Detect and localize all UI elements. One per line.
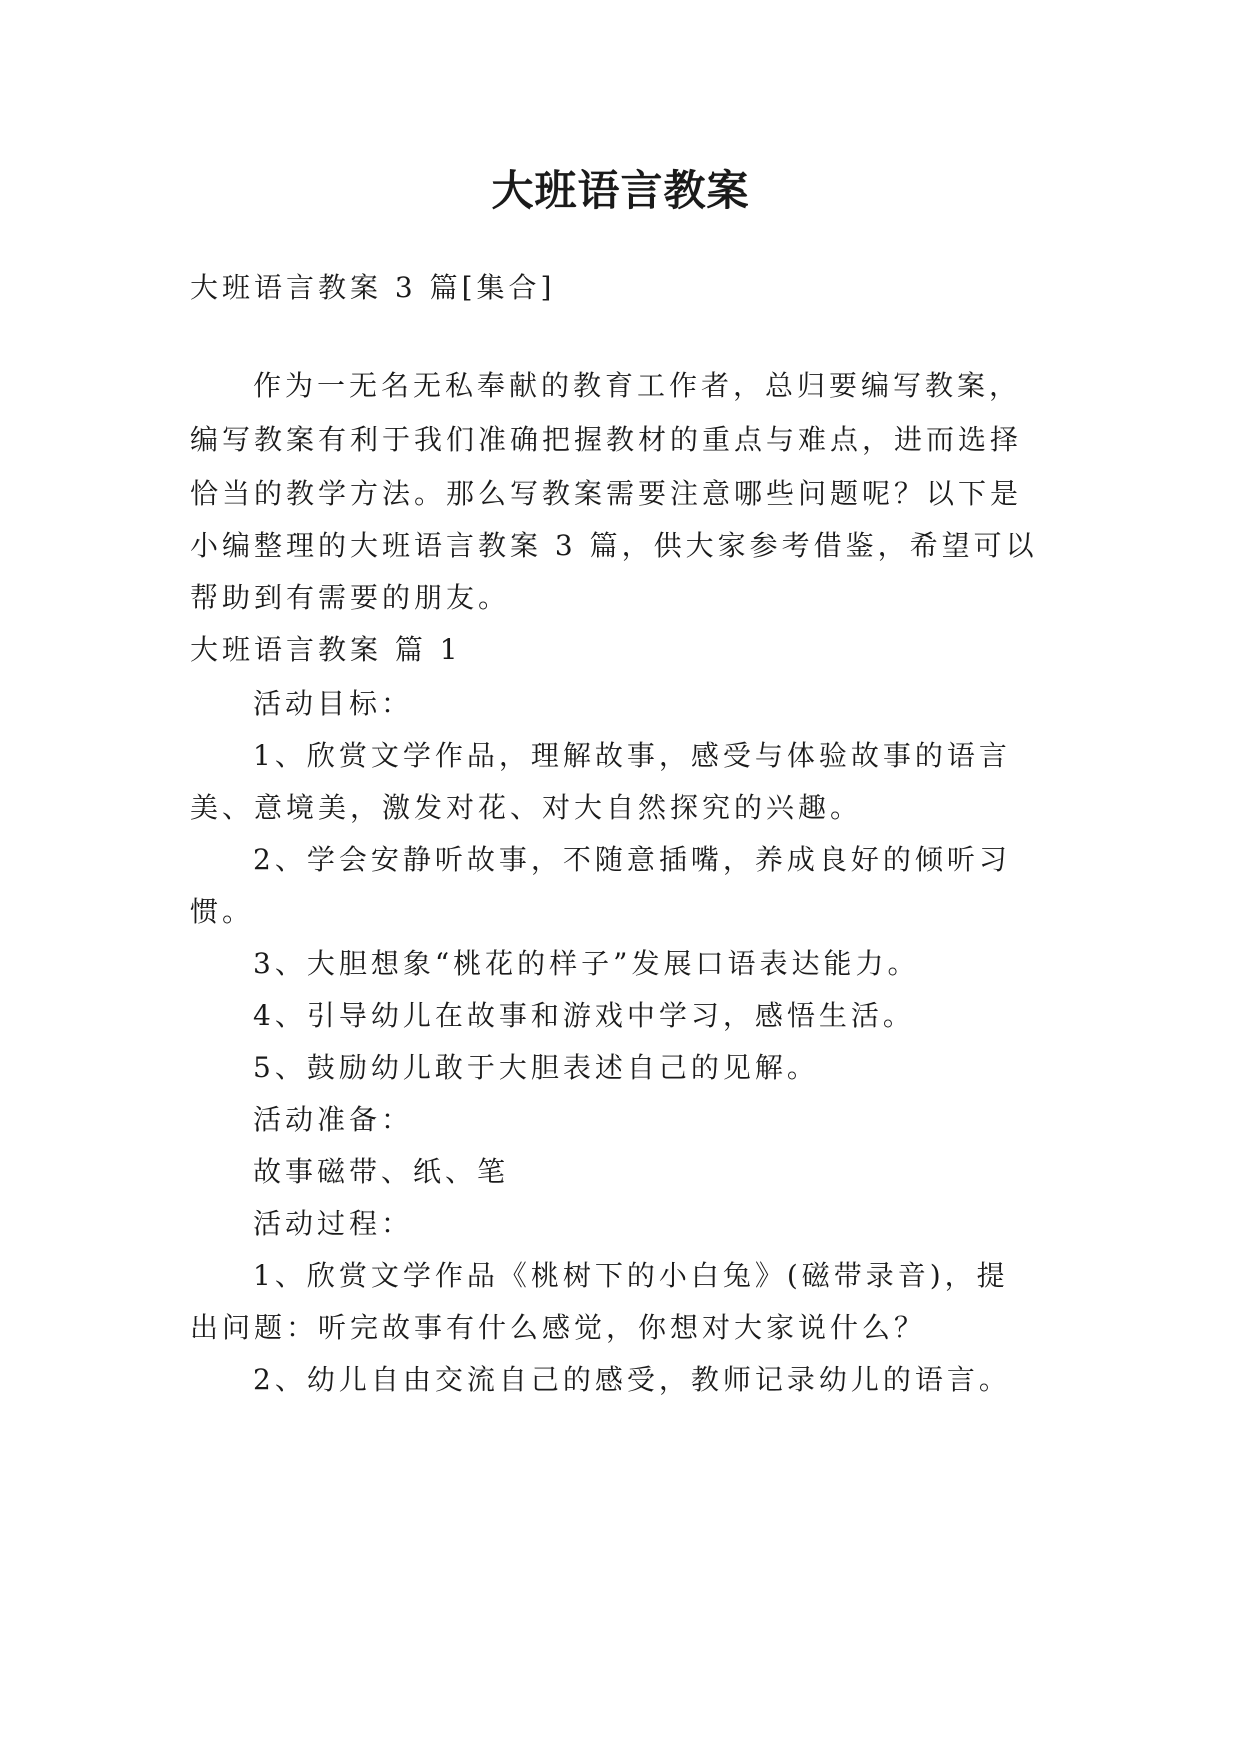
goal-2-line-1: 2、学会安静听故事，不随意插嘴，养成良好的倾听习 [253, 843, 1011, 876]
goal-5: 5、鼓励幼儿敢于大胆表述自己的见解。 [253, 1051, 819, 1084]
process-label: 活动过程： [253, 1207, 414, 1240]
document-title: 大班语言教案 [491, 166, 750, 215]
intro-line-3: 恰当的教学方法。那么写教案需要注意哪些问题呢？以下是 [190, 477, 1023, 510]
step-2: 2、幼儿自由交流自己的感受，教师记录幼儿的语言。 [253, 1363, 1011, 1396]
goal-4: 4、引导幼儿在故事和游戏中学习，感悟生活。 [253, 999, 915, 1032]
goal-2-line-2: 惯。 [190, 895, 255, 928]
prep-items: 故事磁带、纸、笔 [253, 1155, 510, 1188]
prep-label: 活动准备： [253, 1103, 414, 1136]
section-heading: 大班语言教案 篇 1 [190, 633, 462, 666]
intro-line-1: 作为一无名无私奉献的教育工作者，总归要编写教案， [253, 369, 1022, 402]
step-1-line-1: 1、欣赏文学作品《桃树下的小白兔》(磁带录音)，提 [253, 1259, 1009, 1292]
goals-label: 活动目标： [253, 687, 414, 720]
goal-1-line-1: 1、欣赏文学作品，理解故事，感受与体验故事的语言 [253, 739, 1011, 772]
intro-line-2: 编写教案有利于我们准确把握教材的重点与难点，进而选择 [190, 423, 1023, 456]
intro-line-4: 小编整理的大班语言教案 3 篇，供大家参考借鉴，希望可以 [190, 529, 1038, 562]
document-subtitle: 大班语言教案 3 篇[集合] [190, 271, 556, 304]
intro-line-5: 帮助到有需要的朋友。 [190, 581, 511, 614]
goal-1-line-2: 美、意境美，激发对花、对大自然探究的兴趣。 [190, 791, 863, 824]
step-1-line-2: 出问题：听完故事有什么感觉，你想对大家说什么？ [190, 1311, 927, 1344]
goal-3: 3、大胆想象“桃花的样子”发展口语表达能力。 [253, 947, 920, 980]
